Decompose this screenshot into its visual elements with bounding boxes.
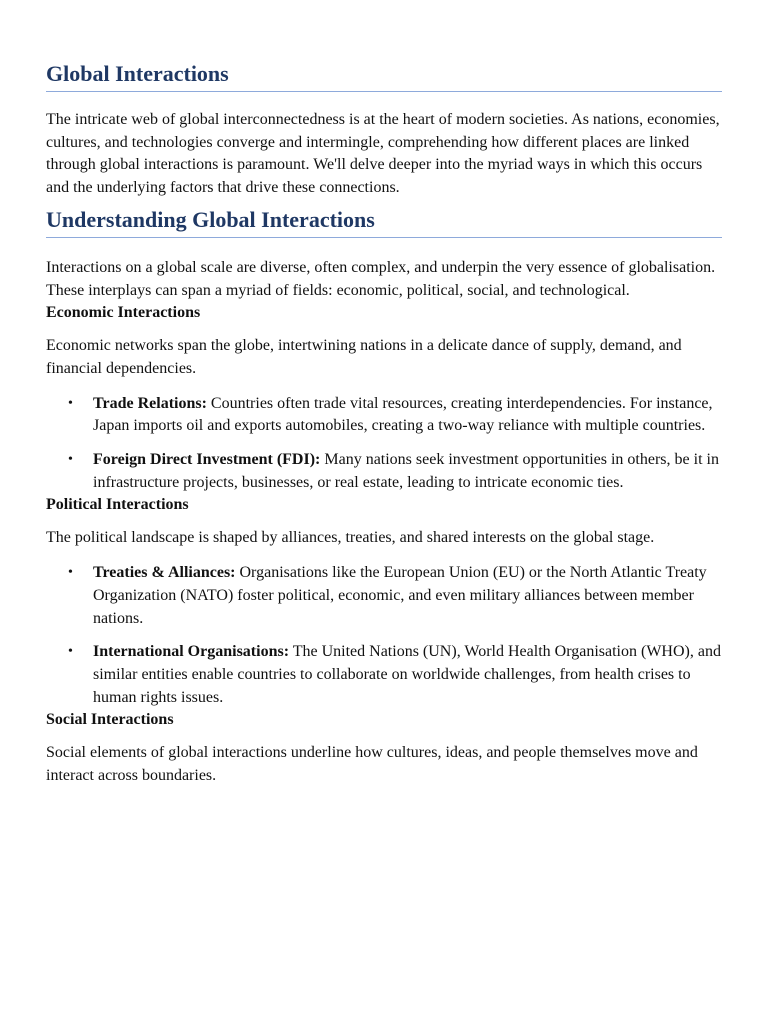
list-item-text: The United Nations (UN), World Health Organisation (WHO), and similar entities enable countries to collaborate on worldwide challenges, from health crises to human rights issues. bbox=[93, 643, 721, 706]
list-item-label: Trade Relations: bbox=[93, 394, 207, 412]
list-item bbox=[46, 449, 722, 494]
bullet-icon: • bbox=[68, 452, 73, 468]
intro-paragraph: The intricate web of global interconnectedness is at the heart of modern societies. As nations, economies, cultures, and technologies converge and intermingle, comprehending how different places are linked through global interactions is paramount. We'll delve deeper into the myriad ways in which this occurs and the underlying factors that drive these connections. bbox=[46, 111, 720, 197]
list-item-label: International Organisations: bbox=[93, 643, 290, 661]
social-paragraph: Social elements of global interactions underline how cultures, ideas, and people themselves move and interact across boundaries. bbox=[46, 744, 698, 785]
bullet-icon: • bbox=[68, 395, 73, 411]
bullet-icon: • bbox=[68, 565, 73, 581]
list-item-text: Organisations like the European Union (EU) or the North Atlantic Treaty Organization (NATO) foster political, economic, and even military alliances between member nations. bbox=[93, 564, 707, 627]
economic-paragraph: Economic networks span the globe, intertwining nations in a delicate dance of supply, demand, and financial dependencies. bbox=[46, 337, 682, 377]
economic-heading: Economic Interactions bbox=[46, 304, 201, 322]
section-intro-paragraph: Interactions on a global scale are diverse, often complex, and underpin the very essence of globalisation. These interplays can span a myriad of fields: economic, political, social, and technological. bbox=[46, 258, 716, 299]
list-item-text: Countries often trade vital resources, creating interdependencies. For instance, Japan imports oil and exports automobiles, creating a two-way reliance with multiple countries. bbox=[93, 394, 713, 435]
political-list bbox=[46, 562, 722, 709]
political-paragraph: The political landscape is shaped by alliances, treaties, and shared interests on the global stage. bbox=[46, 529, 655, 547]
list-item bbox=[46, 641, 722, 709]
list-item-label: Foreign Direct Investment (FDI): bbox=[93, 451, 321, 469]
economic-list bbox=[46, 393, 722, 495]
social-heading: Social Interactions bbox=[46, 711, 174, 729]
list-item-label: Treaties & Alliances: bbox=[93, 564, 236, 582]
title-divider bbox=[46, 91, 722, 92]
list-item-text: Many nations seek investment opportunities in others, be it in infrastructure projects, businesses, or real estate, leading to intricate economic ties. bbox=[93, 451, 719, 491]
page-title: Global Interactions bbox=[46, 61, 229, 86]
list-item bbox=[46, 393, 722, 438]
political-heading: Political Interactions bbox=[46, 496, 189, 514]
list-item bbox=[46, 562, 722, 630]
bullet-icon: • bbox=[68, 644, 73, 660]
section-heading: Understanding Global Interactions bbox=[46, 206, 375, 232]
section-divider bbox=[46, 237, 722, 238]
